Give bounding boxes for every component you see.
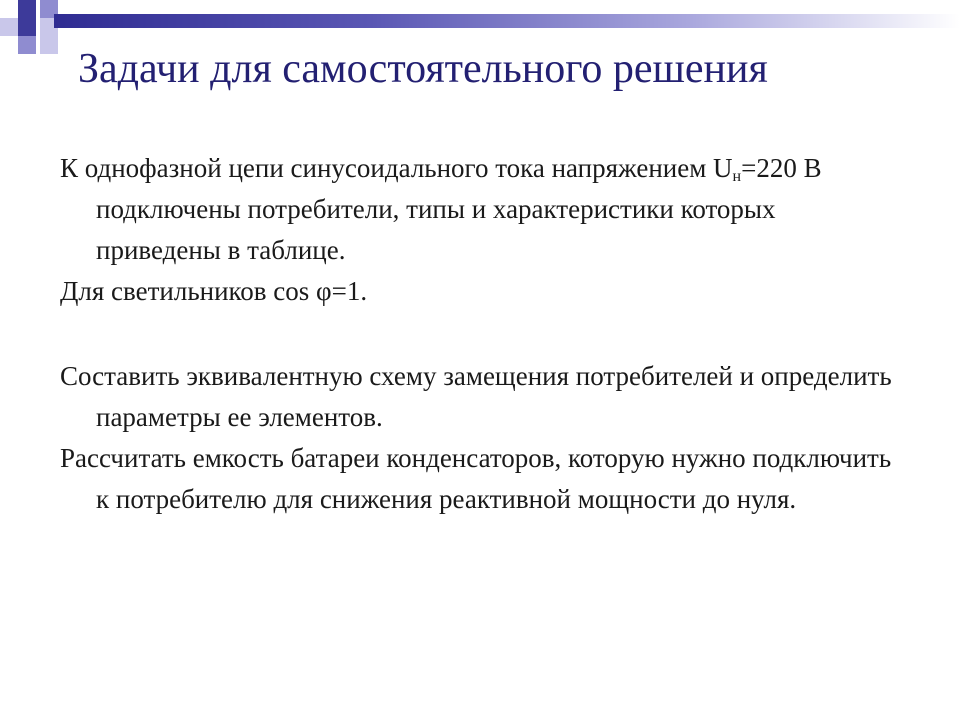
decor-square (18, 18, 36, 36)
problem-statement-paragraph (60, 148, 900, 271)
task-capacitor-bank-paragraph: Рассчитать емкость батареи конденсаторов, которую нужно подключить к потребителю для снижения реактивной мощности до нуля. (60, 443, 892, 514)
decor-square (18, 0, 36, 18)
slide-title: Задачи для самостоятельного решения (78, 46, 768, 92)
title-decor-band (54, 14, 960, 28)
slide-body (60, 148, 900, 520)
lamp-power-factor-paragraph: Для светильников cos φ=1. (60, 276, 368, 306)
problem-statement-text-start: К однофазной цепи синусоидального тока напряжением U (60, 153, 733, 183)
decor-square (40, 36, 58, 54)
problem-statement-text-end: =220 В подключены потребители, типы и характеристики которых приведены в таблице. (96, 153, 822, 265)
decor-square (18, 36, 36, 54)
task-equivalent-circuit-paragraph: Составить эквивалентную схему замещения потребителей и определить параметры ее элементов. (60, 361, 892, 432)
decor-square (0, 18, 18, 36)
voltage-subscript: н (732, 168, 742, 185)
